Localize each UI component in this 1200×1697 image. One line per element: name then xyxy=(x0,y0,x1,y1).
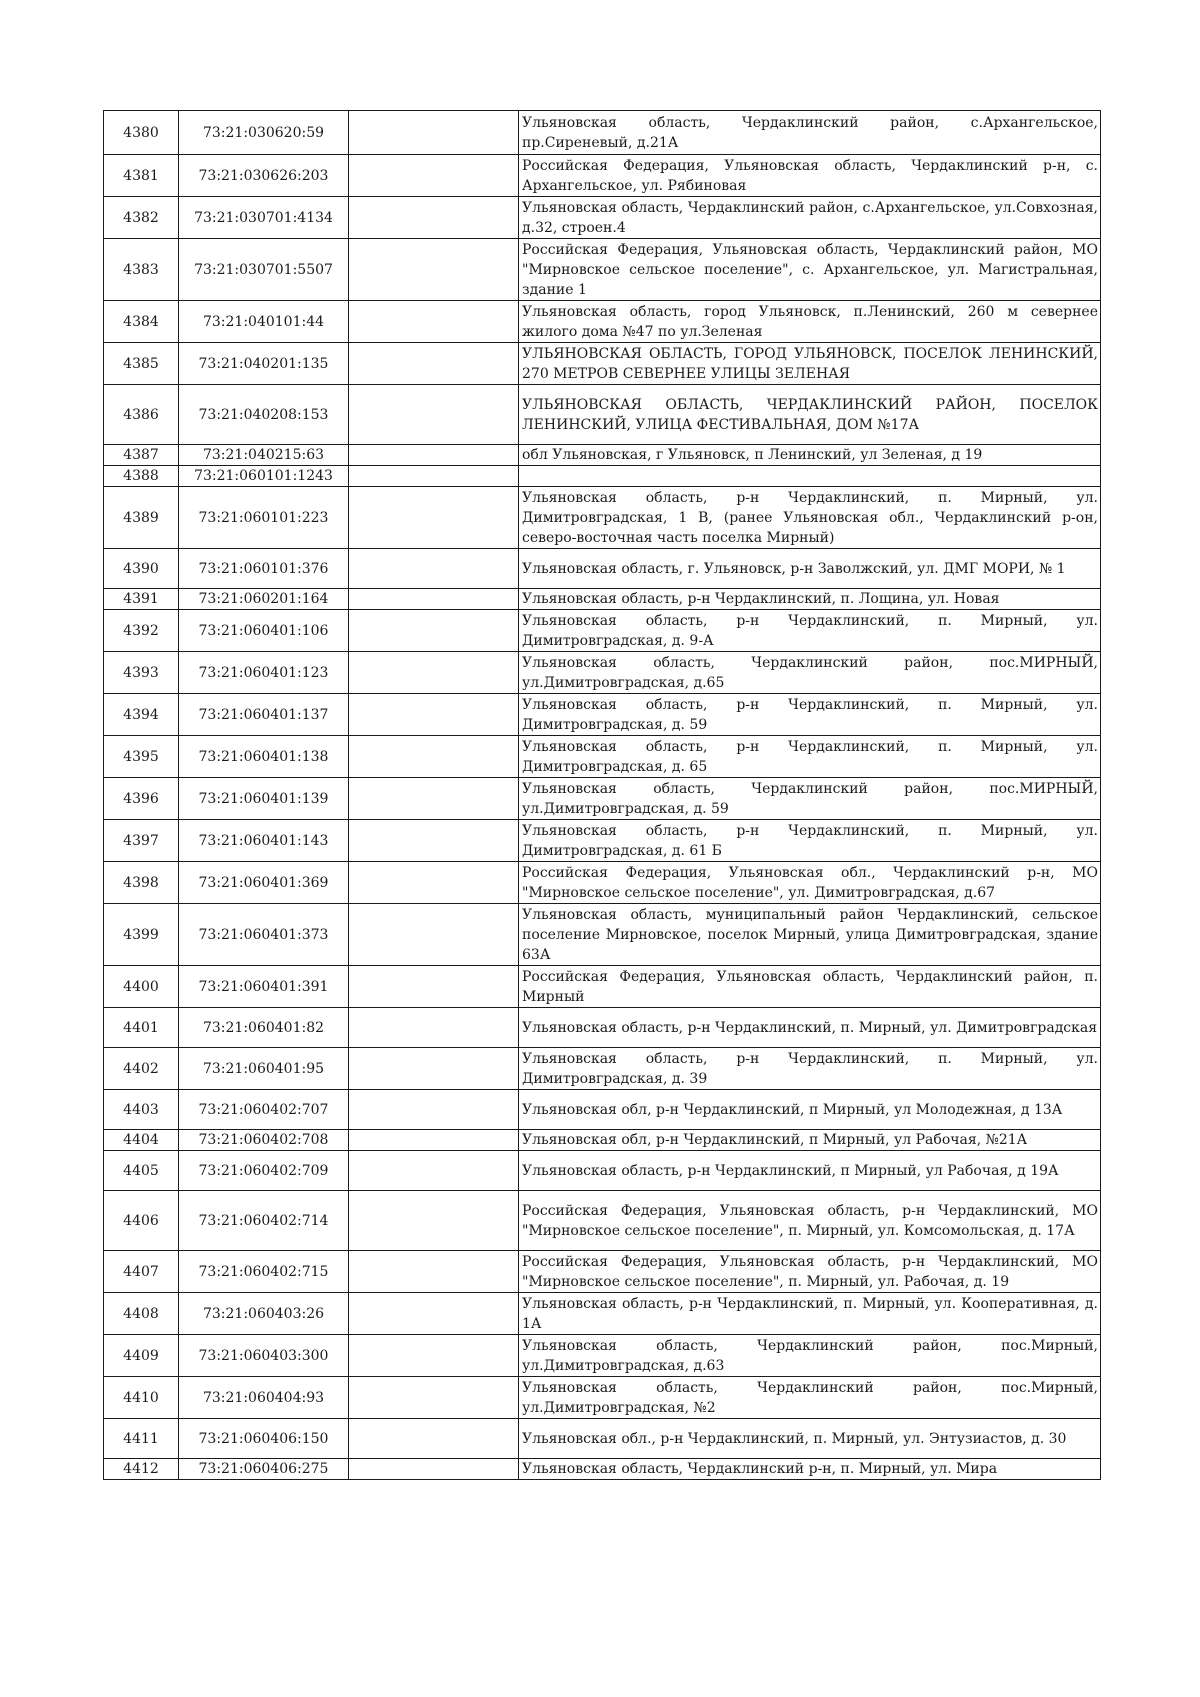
row-number-cell: 4391 xyxy=(104,589,179,610)
address-cell: Ульяновская область, р-н Чердаклинский, п. Мирный, ул. Димитровградская, 1 В, (ранее Ульяновская обл., Чердаклинский р-он, северо-восточная часть поселка Мирный) xyxy=(519,487,1101,549)
row-number-cell: 4387 xyxy=(104,445,179,466)
address-cell: Ульяновская область, город Ульяновск, п.Ленинский, 260 м севернее жилого дома №47 по ул.Зеленая xyxy=(519,301,1101,343)
row-number-cell: 4404 xyxy=(104,1130,179,1151)
row-number-cell: 4412 xyxy=(104,1459,179,1480)
empty-cell xyxy=(349,1048,519,1090)
table-row xyxy=(104,610,1101,652)
cadastral-number-cell: 73:21:060404:93 xyxy=(179,1377,349,1419)
empty-cell xyxy=(349,778,519,820)
table-row xyxy=(104,862,1101,904)
table-row xyxy=(104,1459,1101,1480)
cadastral-number-cell: 73:21:060401:139 xyxy=(179,778,349,820)
empty-cell xyxy=(349,239,519,301)
table-row xyxy=(104,1090,1101,1130)
empty-cell xyxy=(349,445,519,466)
row-number-cell: 4403 xyxy=(104,1090,179,1130)
cadastral-number-cell: 73:21:040215:63 xyxy=(179,445,349,466)
table-row xyxy=(104,239,1101,301)
empty-cell xyxy=(349,549,519,589)
cadastral-number-cell: 73:21:060406:150 xyxy=(179,1419,349,1459)
cadastral-number-cell: 73:21:060402:708 xyxy=(179,1130,349,1151)
table-row xyxy=(104,301,1101,343)
cadastral-number-cell: 73:21:060401:137 xyxy=(179,694,349,736)
address-cell: Ульяновская область, р-н Чердаклинский, п. Мирный, ул. Кооперативная, д. 1А xyxy=(519,1293,1101,1335)
row-number-cell: 4400 xyxy=(104,966,179,1008)
empty-cell xyxy=(349,820,519,862)
row-number-cell: 4381 xyxy=(104,155,179,197)
row-number-cell: 4388 xyxy=(104,466,179,487)
empty-cell xyxy=(349,1459,519,1480)
cadastral-number-cell: 73:21:060401:373 xyxy=(179,904,349,966)
empty-cell xyxy=(349,904,519,966)
row-number-cell: 4399 xyxy=(104,904,179,966)
cadastral-number-cell: 73:21:060401:369 xyxy=(179,862,349,904)
table-row xyxy=(104,966,1101,1008)
address-cell: Ульяновская область, р-н Чердаклинский, п. Лощина, ул. Новая xyxy=(519,589,1101,610)
row-number-cell: 4405 xyxy=(104,1151,179,1191)
table-row xyxy=(104,197,1101,239)
table-row xyxy=(104,466,1101,487)
empty-cell xyxy=(349,197,519,239)
cadastral-number-cell: 73:21:040101:44 xyxy=(179,301,349,343)
row-number-cell: 4411 xyxy=(104,1419,179,1459)
empty-cell xyxy=(349,610,519,652)
cadastral-number-cell: 73:21:030701:5507 xyxy=(179,239,349,301)
row-number-cell: 4390 xyxy=(104,549,179,589)
table-row xyxy=(104,736,1101,778)
empty-cell xyxy=(349,652,519,694)
empty-cell xyxy=(349,343,519,385)
address-cell: Ульяновская область, Чердаклинский район, с.Архангельское, пр.Сиреневый, д.21А xyxy=(519,111,1101,155)
address-cell: Ульяновская область, Чердаклинский район, пос.Мирный, ул.Димитровградская, д.63 xyxy=(519,1335,1101,1377)
cadastral-number-cell: 73:21:030701:4134 xyxy=(179,197,349,239)
address-cell xyxy=(519,466,1101,487)
empty-cell xyxy=(349,1151,519,1191)
row-number-cell: 4384 xyxy=(104,301,179,343)
empty-cell xyxy=(349,589,519,610)
address-cell: Ульяновская область, Чердаклинский район, пос.Мирный, ул.Димитровградская, №2 xyxy=(519,1377,1101,1419)
address-cell: Ульяновская область, р-н Чердаклинский, п. Мирный, ул. Димитровградская, д. 59 xyxy=(519,694,1101,736)
table-row xyxy=(104,1251,1101,1293)
cadastral-number-cell: 73:21:030620:59 xyxy=(179,111,349,155)
address-cell: Ульяновская область, р-н Чердаклинский, п Мирный, ул Рабочая, д 19А xyxy=(519,1151,1101,1191)
cadastral-number-cell: 73:21:060401:106 xyxy=(179,610,349,652)
table-row xyxy=(104,694,1101,736)
empty-cell xyxy=(349,736,519,778)
address-cell: Ульяновская область, Чердаклинский район, пос.МИРНЫЙ, ул.Димитровградская, д.65 xyxy=(519,652,1101,694)
table-row xyxy=(104,385,1101,445)
empty-cell xyxy=(349,1251,519,1293)
empty-cell xyxy=(349,487,519,549)
empty-cell xyxy=(349,301,519,343)
address-cell: Ульяновская область, Чердаклинский район, с.Архангельское, ул.Совхозная, д.32, строен.4 xyxy=(519,197,1101,239)
table-row xyxy=(104,343,1101,385)
empty-cell xyxy=(349,155,519,197)
table-row xyxy=(104,549,1101,589)
cadastral-number-cell: 73:21:040201:135 xyxy=(179,343,349,385)
cadastral-number-cell: 73:21:060401:123 xyxy=(179,652,349,694)
empty-cell xyxy=(349,466,519,487)
empty-cell xyxy=(349,862,519,904)
row-number-cell: 4408 xyxy=(104,1293,179,1335)
registry-table-body xyxy=(104,111,1101,1480)
cadastral-number-cell: 73:21:060401:95 xyxy=(179,1048,349,1090)
cadastral-number-cell: 73:21:060406:275 xyxy=(179,1459,349,1480)
address-cell: УЛЬЯНОВСКАЯ ОБЛАСТЬ, ЧЕРДАКЛИНСКИЙ РАЙОН, ПОСЕЛОК ЛЕНИНСКИЙ, УЛИЦА ФЕСТИВАЛЬНАЯ, ДОМ №17А xyxy=(519,385,1101,445)
empty-cell xyxy=(349,1130,519,1151)
address-cell: Ульяновская область, муниципальный район Чердаклинский, сельское поселение Мирновское, поселок Мирный, улица Димитровградская, здание 63А xyxy=(519,904,1101,966)
empty-cell xyxy=(349,1335,519,1377)
table-row xyxy=(104,1293,1101,1335)
row-number-cell: 4402 xyxy=(104,1048,179,1090)
address-cell: Российская Федерация, Ульяновская область, р-н Чердаклинский, МО "Мирновское сельское поселение", п. Мирный, ул. Рабочая, д. 19 xyxy=(519,1251,1101,1293)
cadastral-number-cell: 73:21:060402:715 xyxy=(179,1251,349,1293)
row-number-cell: 4385 xyxy=(104,343,179,385)
table-row xyxy=(104,904,1101,966)
row-number-cell: 4394 xyxy=(104,694,179,736)
cadastral-number-cell: 73:21:060401:138 xyxy=(179,736,349,778)
address-cell: Ульяновская область, р-н Чердаклинский, п. Мирный, ул. Димитровградская, д. 39 xyxy=(519,1048,1101,1090)
empty-cell xyxy=(349,111,519,155)
empty-cell xyxy=(349,1008,519,1048)
row-number-cell: 4397 xyxy=(104,820,179,862)
table-row xyxy=(104,1151,1101,1191)
cadastral-number-cell: 73:21:060201:164 xyxy=(179,589,349,610)
address-cell: Российская Федерация, Ульяновская область, Чердаклинский р-н, с. Архангельское, ул. Рябиновая xyxy=(519,155,1101,197)
cadastral-number-cell: 73:21:060101:1243 xyxy=(179,466,349,487)
empty-cell xyxy=(349,1191,519,1251)
row-number-cell: 4389 xyxy=(104,487,179,549)
table-row xyxy=(104,487,1101,549)
table-row xyxy=(104,111,1101,155)
cadastral-number-cell: 73:21:060401:143 xyxy=(179,820,349,862)
table-row xyxy=(104,1048,1101,1090)
address-cell: Ульяновская область, г. Ульяновск, р-н Заволжский, ул. ДМГ МОРИ, № 1 xyxy=(519,549,1101,589)
address-cell: Ульяновская область, р-н Чердаклинский, п. Мирный, ул. Димитровградская, д. 65 xyxy=(519,736,1101,778)
row-number-cell: 4406 xyxy=(104,1191,179,1251)
address-cell: Российская Федерация, Ульяновская область, Чердаклинский район, п. Мирный xyxy=(519,966,1101,1008)
row-number-cell: 4395 xyxy=(104,736,179,778)
table-row xyxy=(104,1419,1101,1459)
address-cell: обл Ульяновская, г Ульяновск, п Ленинский, ул Зеленая, д 19 xyxy=(519,445,1101,466)
table-row xyxy=(104,445,1101,466)
address-cell: Российская Федерация, Ульяновская область, р-н Чердаклинский, МО "Мирновское сельское поселение", п. Мирный, ул. Комсомольская, д. 17А xyxy=(519,1191,1101,1251)
cadastral-number-cell: 73:21:060402:714 xyxy=(179,1191,349,1251)
cadastral-number-cell: 73:21:060101:223 xyxy=(179,487,349,549)
table-row xyxy=(104,820,1101,862)
address-cell: Ульяновская область, Чердаклинский р-н, п. Мирный, ул. Мира xyxy=(519,1459,1101,1480)
table-row xyxy=(104,1377,1101,1419)
address-cell: Ульяновская область, р-н Чердаклинский, п. Мирный, ул. Димитровградская, д. 61 Б xyxy=(519,820,1101,862)
row-number-cell: 4380 xyxy=(104,111,179,155)
row-number-cell: 4392 xyxy=(104,610,179,652)
address-cell: УЛЬЯНОВСКАЯ ОБЛАСТЬ, ГОРОД УЛЬЯНОВСК, ПОСЕЛОК ЛЕНИНСКИЙ, 270 МЕТРОВ СЕВЕРНЕЕ УЛИЦЫ ЗЕЛЕНАЯ xyxy=(519,343,1101,385)
row-number-cell: 4396 xyxy=(104,778,179,820)
address-cell: Ульяновская область, р-н Чердаклинский, п. Мирный, ул. Димитровградская, д. 9-А xyxy=(519,610,1101,652)
address-cell: Российская Федерация, Ульяновская обл., Чердаклинский р-н, МО "Мирновское сельское поселение", ул. Димитровградская, д.67 xyxy=(519,862,1101,904)
table-row xyxy=(104,1335,1101,1377)
cadastral-number-cell: 73:21:060403:26 xyxy=(179,1293,349,1335)
address-cell: Ульяновская область, Чердаклинский район, пос.МИРНЫЙ, ул.Димитровградская, д. 59 xyxy=(519,778,1101,820)
cadastral-number-cell: 73:21:030626:203 xyxy=(179,155,349,197)
table-row xyxy=(104,155,1101,197)
row-number-cell: 4407 xyxy=(104,1251,179,1293)
cadastral-number-cell: 73:21:060402:709 xyxy=(179,1151,349,1191)
row-number-cell: 4398 xyxy=(104,862,179,904)
empty-cell xyxy=(349,1377,519,1419)
table-row xyxy=(104,1191,1101,1251)
empty-cell xyxy=(349,966,519,1008)
table-row xyxy=(104,1130,1101,1151)
cadastral-number-cell: 73:21:060101:376 xyxy=(179,549,349,589)
table-row xyxy=(104,778,1101,820)
address-cell: Российская Федерация, Ульяновская область, Чердаклинский район, МО "Мирновское сельское поселение", с. Архангельское, ул. Магистральная, здание 1 xyxy=(519,239,1101,301)
row-number-cell: 4383 xyxy=(104,239,179,301)
cadastral-number-cell: 73:21:060401:82 xyxy=(179,1008,349,1048)
address-cell: Ульяновская обл., р-н Чердаклинский, п. Мирный, ул. Энтузиастов, д. 30 xyxy=(519,1419,1101,1459)
row-number-cell: 4401 xyxy=(104,1008,179,1048)
registry-table xyxy=(103,110,1101,1480)
row-number-cell: 4382 xyxy=(104,197,179,239)
empty-cell xyxy=(349,1090,519,1130)
row-number-cell: 4386 xyxy=(104,385,179,445)
cadastral-number-cell: 73:21:060402:707 xyxy=(179,1090,349,1130)
cadastral-number-cell: 73:21:060401:391 xyxy=(179,966,349,1008)
empty-cell xyxy=(349,1419,519,1459)
address-cell: Ульяновская обл, р-н Чердаклинский, п Мирный, ул Рабочая, №21А xyxy=(519,1130,1101,1151)
address-cell: Ульяновская обл, р-н Чердаклинский, п Мирный, ул Молодежная, д 13А xyxy=(519,1090,1101,1130)
empty-cell xyxy=(349,694,519,736)
row-number-cell: 4393 xyxy=(104,652,179,694)
row-number-cell: 4409 xyxy=(104,1335,179,1377)
table-row xyxy=(104,1008,1101,1048)
empty-cell xyxy=(349,1293,519,1335)
table-row xyxy=(104,589,1101,610)
address-cell: Ульяновская область, р-н Чердаклинский, п. Мирный, ул. Димитровградская xyxy=(519,1008,1101,1048)
cadastral-number-cell: 73:21:040208:153 xyxy=(179,385,349,445)
table-row xyxy=(104,652,1101,694)
cadastral-number-cell: 73:21:060403:300 xyxy=(179,1335,349,1377)
empty-cell xyxy=(349,385,519,445)
row-number-cell: 4410 xyxy=(104,1377,179,1419)
